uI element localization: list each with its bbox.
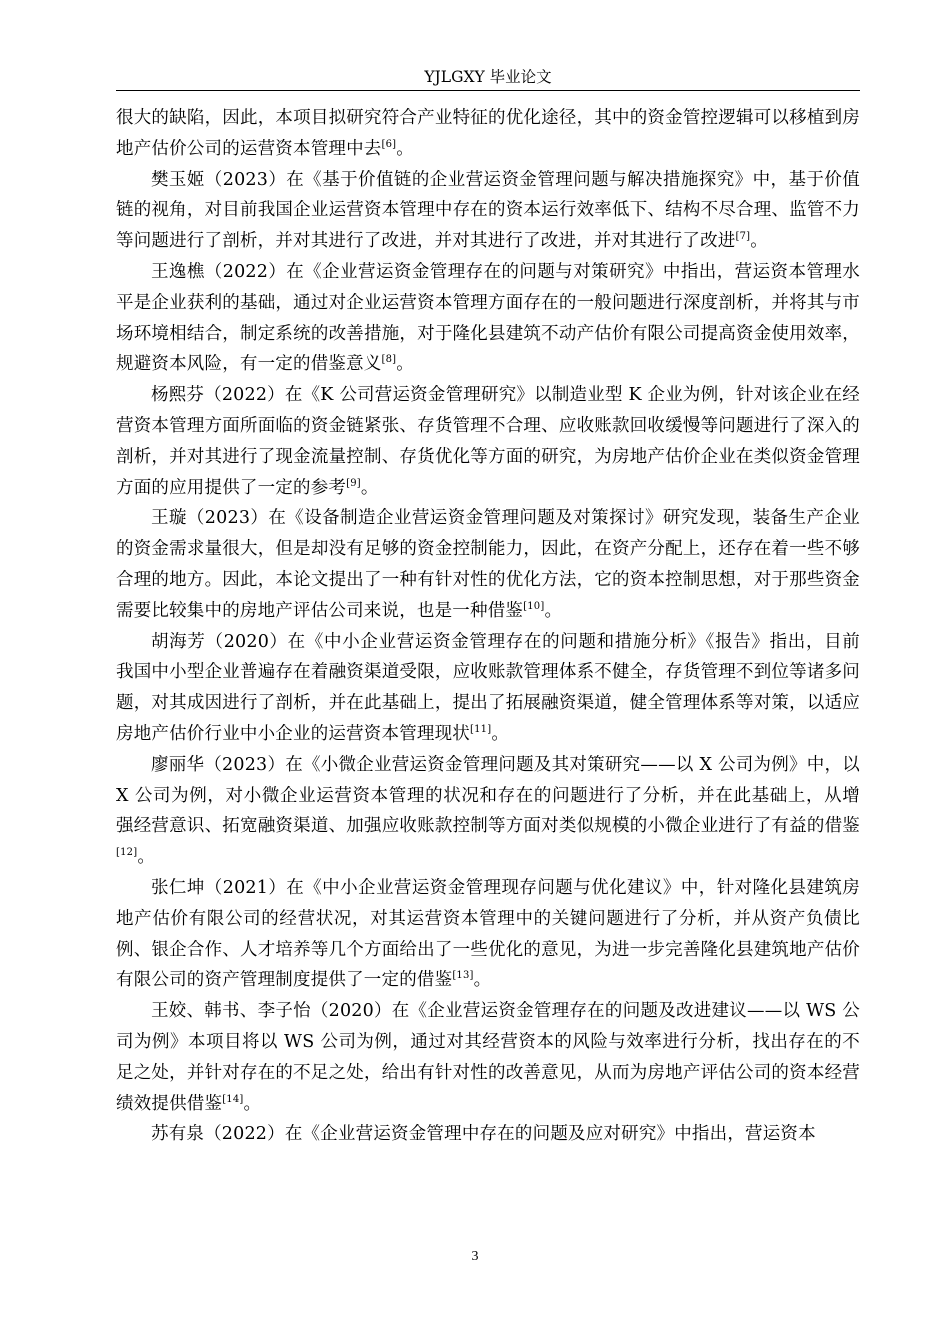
paragraph-text: 张仁坤（2021）在《中小企业营运资金管理现存问题与优化建议》中，针对隆化县建筑房地产估价有限公司的经营状况，对其运营资本管理中的关键问题进行了分析，并从资产负债比例、银企合作、人才培养等几个方面给出了一些优化的意见，为进一步完善隆化县建筑地产估价有限公司的资产管理制度提供了一定的借鉴: [116, 877, 860, 991]
citation-marker: [14]: [222, 1093, 244, 1105]
paragraph-tail: 。: [396, 138, 414, 159]
paragraph-tail: 。: [750, 231, 768, 252]
paragraph-5: [116, 503, 860, 626]
paragraph-3: [116, 257, 860, 380]
paragraph-text: 樊玉姬（2023）在《基于价值链的企业营运资金管理问题与解决措施探究》中，基于价值链的视角，对目前我国企业运营资本管理中存在的资本运行效率低下、结构不尽合理、监管不力等问题进行了剖析，并对其进行了改进，并对其进行了改进，并对其进行了改进: [116, 169, 860, 252]
citation-marker: [8]: [381, 354, 397, 366]
paragraph-text: 杨熙芬（2022）在《K 公司营运资金管理研究》以制造业型 K 企业为例，针对该企业在经营资本管理方面所面临的资金链紧张、存货管理不合理、应收账款回收缓慢等问题进行了深入的剖析，并对其进行了现金流量控制、存货优化等方面的研究，为房地产估价企业在类似资金管理方面的应用提供了一定的参考: [116, 385, 860, 498]
paragraph-tail: 。: [491, 723, 510, 744]
page-header: [116, 66, 860, 91]
paragraph-tail: 。: [243, 1093, 262, 1114]
paragraph-text: 苏有泉（2022）在《企业营运资金管理中存在的问题及应对研究》中指出，营运资本: [151, 1124, 816, 1145]
citation-marker: [10]: [523, 600, 545, 612]
citation-marker: [12]: [116, 847, 138, 859]
header-title: YJLGXY 毕业论文: [424, 68, 552, 86]
paragraph-text: 廖丽华（2023）在《小微企业营运资金管理问题及其对策研究——以 X 公司为例》中，以 X 公司为例，对小微企业运营资本管理的状况和存在的问题进行了分析，并在此基础上，从增强经营意识、拓宽融资渠道、加强应收账款控制等方面对类似规模的小微企业进行了有益的借鉴: [116, 754, 860, 837]
citation-marker: [7]: [735, 231, 751, 243]
paragraph-6: [116, 627, 860, 750]
page-number: 3: [471, 1249, 479, 1264]
paragraph-9: [116, 996, 860, 1119]
citation-marker: [13]: [452, 970, 474, 982]
paragraph-text: 很大的缺陷，因此，本项目拟研究符合产业特征的优化途径，其中的资金管控逻辑可以移植到房地产估价公司的运营资本管理中去: [116, 108, 860, 159]
paragraph-2: [116, 165, 860, 257]
paragraph-tail: 。: [137, 847, 156, 868]
citation-marker: [9]: [346, 477, 361, 489]
paragraph-8: [116, 873, 860, 996]
paragraph-1: [116, 103, 860, 165]
paragraph-text: 胡海芳（2020）在《中小企业营运资金管理存在的问题和措施分析》《报告》指出，目前我国中小型企业普遍存在着融资渠道受限，应收账款管理体系不健全，存货管理不到位等诸多问题，对其成因进行了剖析，并在此基础上，提出了拓展融资渠道，健全管理体系等对策，以适应房地产估价行业中小企业的运营资本管理现状: [116, 631, 860, 744]
paragraph-tail: 。: [396, 354, 414, 375]
citation-marker: [11]: [470, 724, 492, 736]
paragraph-7: [116, 750, 860, 873]
citation-marker: [6]: [381, 138, 397, 150]
paragraph-text: 王姣、韩书、李子怡（2020）在《企业营运资金管理存在的问题及改进建议——以 WS 公司为例》本项目将以 WS 公司为例，通过对其经营资本的风险与效率进行分析，找出存在的不足之处，并针对存在的不足之处，给出有针对性的改善意见，从而为房地产评估公司的资本经营绩效提供借鉴: [116, 1001, 860, 1114]
paragraph-text: 王璇（2023）在《设备制造企业营运资金管理问题及对策探讨》研究发现，装备生产企业的资金需求量很大，但是却没有足够的资金控制能力，因此，在资产分配上，还存在着一些不够合理的地方。因此，本论文提出了一种有针对性的优化方法，它的资本控制思想，对于那些资金需要比较集中的房地产评估公司来说，也是一种借鉴: [116, 508, 860, 621]
paragraph-tail: 。: [544, 600, 563, 621]
paragraph-text: 王逸樵（2022）在《企业营运资金管理存在的问题与对策研究》中指出，营运资本管理水平是企业获利的基础，通过对企业运营资本管理方面存在的一般问题进行深度剖析，并将其与市场环境相结合，制定系统的改善措施，对于隆化县建筑不动产估价有限公司提高资金使用效率，规避资本风险，有一定的借鉴意义: [116, 261, 860, 375]
paragraph-10: [116, 1119, 860, 1150]
paragraph-tail: 。: [473, 970, 492, 991]
paragraph-4: [116, 380, 860, 503]
body-text: [116, 103, 860, 1150]
paragraph-tail: 。: [360, 477, 379, 498]
